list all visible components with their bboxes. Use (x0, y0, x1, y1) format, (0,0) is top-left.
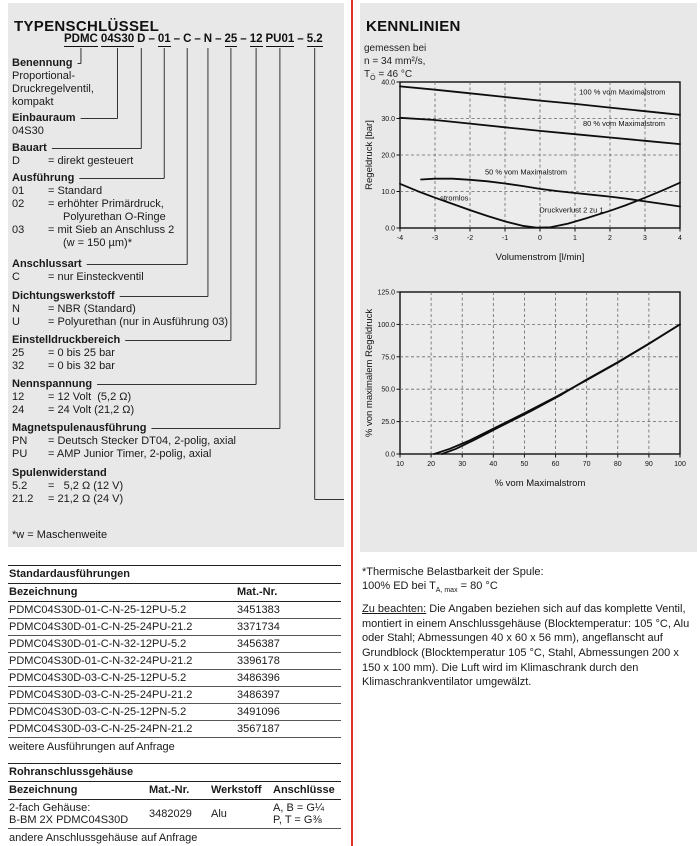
section-title: Anschlussart (12, 258, 82, 270)
svg-text:0.0: 0.0 (385, 451, 395, 459)
svg-text:0: 0 (538, 235, 542, 242)
section-row: 12 = 12 Volt (5,2 Ω) (12, 391, 132, 403)
cell-matnr: 3486396 (237, 672, 280, 684)
cell-matnr: 3491096 (237, 706, 280, 718)
thermal-note-line-1: *Thermische Belastbarkeit der Spule: (362, 566, 544, 578)
regeldruck-maximalstrom-chart (360, 286, 694, 498)
type-code-segment: N (203, 33, 213, 45)
svg-text:40.0: 40.0 (381, 79, 395, 87)
cell-matnr: 3456387 (237, 638, 280, 650)
section-row: 01 = Standard (12, 185, 103, 197)
section-row: 02 = erhöhter Primärdruck, (12, 198, 164, 210)
kennlinien-panel (360, 3, 697, 552)
type-code-segment: 01 (157, 33, 171, 45)
svg-text:0.0: 0.0 (385, 225, 395, 233)
col-header-anschluesse: Anschlüsse (273, 784, 335, 796)
table-row (8, 721, 341, 738)
section-title: Bauart (12, 142, 47, 154)
type-code-segment: – (194, 33, 201, 45)
svg-text:30.0: 30.0 (381, 116, 395, 123)
table-row (8, 636, 341, 653)
svg-text:stromlos: stromlos (440, 193, 469, 203)
typ-section-benennung (12, 57, 352, 109)
section-row: 24 = 24 Volt (21,2 Ω) (12, 404, 135, 416)
cell-bezeichnung: PDMC04S30D-01-C-N-32-24PU-21.2 (9, 655, 193, 667)
notes-area (362, 566, 698, 690)
cell-bezeichnung: PDMC04S30D-01-C-N-32-12PU-5.2 (9, 638, 187, 650)
cell-bezeichnung: PDMC04S30D-01-C-N-25-12PU-5.2 (9, 604, 187, 616)
pipe-connection-housing-table (8, 763, 341, 844)
svg-text:100: 100 (674, 461, 686, 468)
typ-section-ausfuehrung (12, 172, 352, 250)
col-header-bezeichnung: Bezeichnung (9, 784, 78, 796)
typ-section-einbauraum (12, 112, 352, 138)
conditions-line-1: gemessen bei (364, 43, 427, 54)
table-row (8, 800, 341, 829)
section-row: 04S30 (12, 125, 44, 137)
typ-section-nennspannung (12, 378, 352, 417)
svg-text:80 % vom Maximalstrom: 80 % vom Maximalstrom (582, 119, 666, 129)
standard-versions-table (8, 565, 341, 753)
svg-text:10.0: 10.0 (381, 189, 395, 196)
type-code-segment: 25 (224, 33, 238, 45)
section-row: 5.2 = 5,2 Ω (12 V) (12, 480, 124, 492)
svg-text:20: 20 (427, 461, 436, 468)
table-note: andere Anschlussgehäuse auf Anfrage (9, 832, 198, 844)
svg-text:50.0: 50.0 (381, 386, 395, 394)
section-row: 32 = 0 bis 32 bar (12, 360, 115, 372)
type-code-segment: – (215, 33, 222, 45)
cell-bezeichnung: PDMC04S30D-03-C-N-25-12PU-5.2 (9, 672, 187, 684)
conditions-line-3: $T_Ö = 46$ °C (364, 69, 413, 82)
section-row: Polyurethan O-Ringe (63, 211, 166, 223)
table-row (8, 602, 341, 619)
typ-section-bauart (12, 142, 352, 168)
cell-matnr: 3486397 (237, 689, 280, 701)
section-row: N = NBR (Standard) (12, 303, 136, 315)
svg-text:-3: -3 (431, 235, 439, 242)
svg-text:125.0: 125.0 (377, 289, 395, 297)
type-code-segment: – (173, 33, 181, 45)
svg-text:Druckverlust 2 zu 1: Druckverlust 2 zu 1 (539, 205, 604, 215)
section-title: Magnetspulenausführung (12, 422, 147, 434)
section-title: Nennspannung (12, 378, 93, 390)
type-code-segment: 12 (249, 33, 263, 45)
svg-text:60: 60 (551, 461, 560, 468)
typ-section-magnetspulenausfuehrung (12, 422, 352, 461)
section-row: kompakt (12, 96, 54, 108)
section-title: Benennung (12, 57, 73, 69)
table-header-row (8, 782, 341, 800)
svg-text:2: 2 (608, 235, 612, 242)
svg-text:Regeldruck [bar]: Regeldruck [bar] (364, 120, 375, 190)
cell-matnr: 3567187 (237, 723, 280, 735)
regeldruck-volumenstrom-chart (360, 76, 694, 272)
table-note: weitere Ausführungen auf Anfrage (9, 741, 175, 753)
type-code-segment: PU01 (265, 33, 295, 45)
tables-area (8, 565, 341, 844)
col-header-matnr: Mat.-Nr. (149, 784, 190, 796)
col-header-matnr: Mat.-Nr. (237, 586, 278, 598)
table-header-row (8, 584, 341, 602)
section-row: C = nur Einsteckventil (12, 271, 144, 283)
svg-text:1: 1 (573, 235, 577, 242)
svg-text:% von maximalem Regeldruck: % von maximalem Regeldruck (364, 308, 375, 438)
section-title: Ausführung (12, 172, 75, 184)
section-row: Druckregelventil, (12, 83, 94, 95)
table-row (8, 653, 341, 670)
type-code-segment: – (297, 33, 304, 45)
cell-bezeichnung: 2-fach Gehäuse: B-BM 2X PDMC04S30D (9, 802, 129, 826)
cell-werkstoff: Alu (211, 808, 227, 820)
svg-text:90: 90 (644, 461, 653, 468)
svg-text:10: 10 (396, 461, 404, 468)
svg-text:20.0: 20.0 (381, 152, 395, 160)
mesh-width-footnote: *w = Maschenweite (12, 529, 108, 541)
section-row: U = Polyurethan (nur in Ausführung 03) (12, 316, 229, 328)
typenschluessel-title: TYPENSCHLÜSSEL (14, 18, 160, 36)
table-row (8, 670, 341, 687)
cell-bezeichnung: PDMC04S30D-03-C-N-25-24PU-21.2 (9, 689, 193, 701)
section-row: PU = AMP Junior Timer, 2-polig, axial (12, 448, 212, 460)
cell-matnr: 3451383 (237, 604, 280, 616)
cell-bezeichnung: PDMC04S30D-03-C-N-25-24PN-21.2 (9, 723, 193, 735)
cell-matnr: 3396178 (237, 655, 280, 667)
svg-text:80: 80 (613, 461, 622, 468)
thermal-note-line-2: 100% ED bei $T_{A, max} = 80$ °C (362, 579, 498, 594)
section-row: PN = Deutsch Stecker DT04, 2-polig, axial (12, 435, 237, 447)
svg-text:4: 4 (678, 235, 682, 242)
section-row: 25 = 0 bis 25 bar (12, 347, 115, 359)
section-title: Dichtungswerkstoff (12, 290, 115, 302)
type-code-segment: PDMC (64, 33, 98, 45)
svg-text:3: 3 (643, 235, 647, 242)
section-row: 03 = mit Sieb an Anschluss 2 (12, 224, 175, 236)
section-title: Spulenwiderstand (12, 467, 107, 479)
typ-section-spulenwiderstand (12, 467, 352, 506)
type-code-segment: 04S30 (100, 33, 135, 45)
section-row: (w = 150 µm)* (63, 237, 132, 249)
col-header-bezeichnung: Bezeichnung (9, 586, 78, 598)
section-title: Einbauraum (12, 112, 76, 124)
table-row (8, 619, 341, 636)
table-title: Standardausführungen (8, 565, 341, 584)
kennlinien-title: KENNLINIEN (366, 18, 461, 36)
col-header-werkstoff: Werkstoff (211, 784, 262, 796)
section-title: Einstelldruckbereich (12, 334, 121, 346)
svg-text:% vom Maximalstrom: % vom Maximalstrom (494, 478, 586, 489)
svg-text:-1: -1 (501, 235, 509, 242)
attention-note: Zu beachten: Die Angaben beziehen sich auf das komplette Ventil, montiert in einem Anschlussgehäuse (Blocktemperatur: 105 °C, Alu oder Stahl; Abmessungen 40 x 60 x 56 mm), angeflanscht auf Grundblock (Blocktemperatur 105 °C, Stahl, Abmessungen 200 x 150 x 100 mm). Die Luft wird im Klimaschrank durch den Klimaschrankventilator umgewälzt. (362, 603, 690, 689)
section-row: Proportional- (12, 70, 75, 82)
svg-text:Volumenstrom [l/min]: Volumenstrom [l/min] (495, 252, 585, 263)
cell-matnr: 3371734 (237, 621, 280, 633)
attention-label: Zu beachten: (362, 603, 427, 616)
type-code-segment: – (240, 33, 247, 45)
section-row: D = direkt gesteuert (12, 155, 134, 167)
type-code-segment: 5.2 (306, 33, 323, 45)
svg-text:100 % vom Maximalstrom: 100 % vom Maximalstrom (579, 87, 666, 97)
typ-section-dichtungswerkstoff (12, 290, 352, 329)
table-title: Rohranschlussgehäuse (8, 763, 341, 782)
type-code-segment: D (137, 33, 146, 45)
section-row: 21.2 = 21,2 Ω (24 V) (12, 493, 124, 505)
cell-bezeichnung: PDMC04S30D-01-C-N-25-24PU-21.2 (9, 621, 193, 633)
table-row (8, 704, 341, 721)
svg-text:100.0: 100.0 (377, 321, 395, 329)
cell-bezeichnung: PDMC04S30D-03-C-N-25-12PN-5.2 (9, 706, 187, 718)
svg-text:70: 70 (582, 461, 591, 468)
type-code-segment: C (183, 33, 192, 45)
svg-text:50 % vom Maximalstrom: 50 % vom Maximalstrom (484, 167, 568, 177)
typ-section-anschlussart (12, 258, 352, 284)
svg-text:75.0: 75.0 (381, 354, 395, 362)
svg-text:30: 30 (458, 461, 467, 468)
typenschluessel-panel (8, 3, 344, 547)
table-row (8, 687, 341, 704)
cell-matnr: 3482029 (149, 808, 192, 820)
typ-section-einstelldruckbereich (12, 334, 352, 373)
cell-anschluesse: A, B = G¼ P, T = G⅜ (273, 802, 325, 826)
conditions-line-2: n = 34 mm²/s, (364, 56, 426, 67)
svg-text:-2: -2 (466, 235, 474, 242)
svg-text:-4: -4 (396, 235, 404, 242)
type-code-segment: – (148, 33, 155, 45)
type-code (64, 33, 323, 47)
svg-text:40: 40 (489, 461, 498, 468)
svg-text:50: 50 (520, 461, 529, 468)
svg-text:25.0: 25.0 (381, 419, 395, 427)
